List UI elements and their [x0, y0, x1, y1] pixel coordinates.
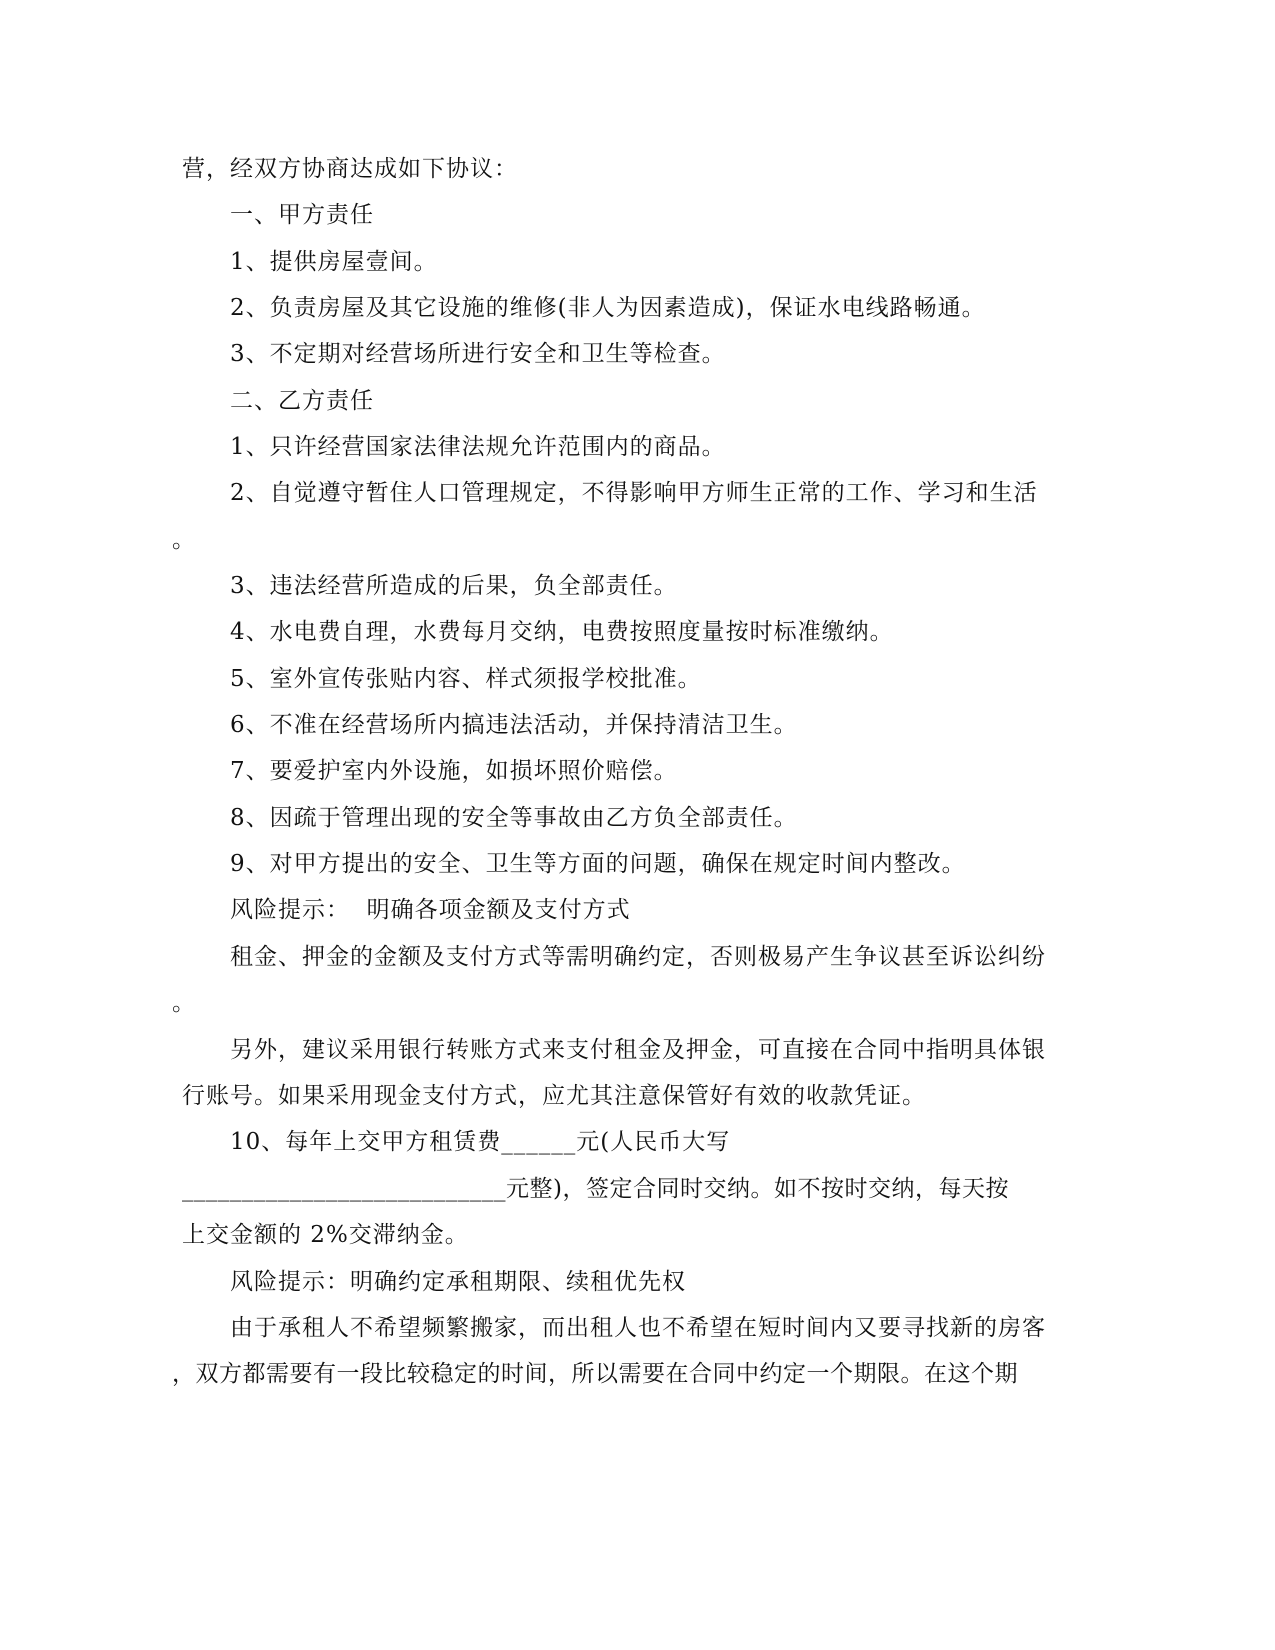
- text-line: 租金、押金的金额及支付方式等需明确约定，否则极易产生争议甚至诉讼纠纷: [230, 944, 1046, 970]
- text-line: 6、不准在经营场所内搞违法活动，并保持清洁卫生。: [230, 712, 798, 738]
- text-line: ，双方都需要有一段比较稳定的时间，所以需要在合同中约定一个期限。在这个期: [172, 1361, 1018, 1387]
- risk-tip-heading: 风险提示：明确约定承租期限、续租优先权: [230, 1269, 686, 1295]
- text-line: 。: [172, 990, 196, 1016]
- text-line: 由于承租人不希望频繁搬家，而出租人也不希望在短时间内又要寻找新的房客: [230, 1315, 1046, 1341]
- text-line: 营，经双方协商达成如下协议：: [182, 156, 518, 182]
- text-line: 2、负责房屋及其它设施的维修(非人为因素造成)，保证水电线路畅通。: [230, 295, 986, 321]
- risk-tip-heading: 风险提示： 明确各项金额及支付方式: [230, 897, 631, 923]
- section-heading: 二、乙方责任: [230, 388, 374, 414]
- text-line: 上交金额的 2%交滞纳金。: [182, 1222, 469, 1248]
- text-line: 5、室外宣传张贴内容、样式须报学校批准。: [230, 666, 702, 692]
- text-line: 1、只许经营国家法律法规允许范围内的商品。: [230, 434, 726, 460]
- text-line: 。: [172, 527, 196, 553]
- text-line: ___________________________元整)，签定合同时交纳。如不按时交纳，每天按: [182, 1176, 1009, 1202]
- text-line: 3、不定期对经营场所进行安全和卫生等检查。: [230, 341, 726, 367]
- text-line: 3、违法经营所造成的后果，负全部责任。: [230, 573, 678, 599]
- text-line: 1、提供房屋壹间。: [230, 249, 438, 275]
- text-line: 行账号。如果采用现金支付方式，应尤其注意保管好有效的收款凭证。: [182, 1083, 926, 1109]
- text-line: 7、要爱护室内外设施，如损坏照价赔偿。: [230, 758, 678, 784]
- text-line: 9、对甲方提出的安全、卫生等方面的问题，确保在规定时间内整改。: [230, 851, 966, 877]
- text-line: 另外，建议采用银行转账方式来支付租金及押金，可直接在合同中指明具体银: [230, 1037, 1046, 1063]
- section-heading: 一、甲方责任: [230, 202, 374, 228]
- text-line: 10、每年上交甲方租赁费______元(人民币大写: [230, 1129, 731, 1155]
- text-line: 2、自觉遵守暂住人口管理规定，不得影响甲方师生正常的工作、学习和生活: [230, 480, 1038, 506]
- text-line: 4、水电费自理，水费每月交纳，电费按照度量按时标准缴纳。: [230, 619, 894, 645]
- text-line: 8、因疏于管理出现的安全等事故由乙方负全部责任。: [230, 805, 798, 831]
